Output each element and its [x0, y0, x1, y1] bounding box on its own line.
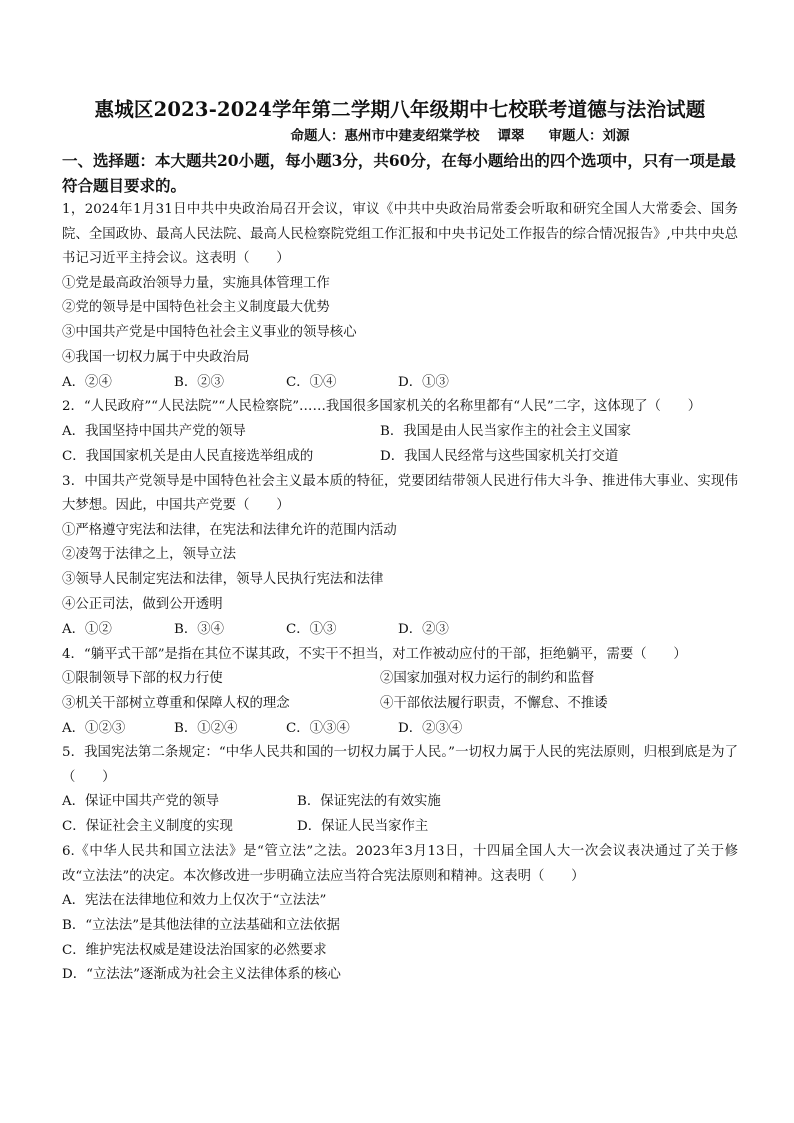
question-stem: 2．“人民政府”“人民法院”“人民检察院”……我国很多国家机关的名称里都有“人民”二字，这体现了（ ） — [62, 399, 702, 415]
option-a: A．宪法在法律地位和效力上仅次于“立法法” — [62, 893, 327, 909]
question-item: ②凌驾于法律之上，领导立法 — [62, 547, 237, 563]
answer-options — [62, 717, 738, 742]
question-item: ④我国一切权力属于中央政治局 — [62, 349, 250, 365]
question-6 — [62, 840, 738, 988]
option-d: D．①③ — [398, 374, 449, 390]
option-c: C．维护宪法权威是建设法治国家的必然要求 — [62, 942, 327, 958]
question-stem: 3．中国共产党领导是中国特色社会主义最本质的特征，党要团结带领人民进行伟大斗争、推进伟大事业、实现伟大梦想。因此，中国共产党要（ ） — [62, 473, 738, 514]
question-item: ①严格遵守宪法和法律，在宪法和法律允许的范围内活动 — [62, 522, 397, 538]
question-item: ②国家加强对权力运行的制约和监督 — [380, 671, 595, 687]
question-1 — [62, 198, 738, 395]
option-d: D．②③④ — [398, 720, 463, 736]
answer-options-row-2 — [62, 815, 738, 840]
setter-name: 谭翠 — [497, 128, 525, 144]
exam-title: 惠城区2023-2024学年第二学期八年级期中七校联考道德与法治试题 — [94, 98, 706, 121]
option-c: C．①③ — [286, 621, 337, 637]
option-b: B．“立法法”是其他法律的立法基础和立法依据 — [62, 917, 340, 933]
option-d: D．②③ — [398, 621, 449, 637]
option-d: D．我国人民经常与这些国家机关打交道 — [380, 448, 619, 464]
option-a: A．保证中国共产党的领导 — [62, 794, 219, 810]
question-stem: 1，2024年1月31日中共中央政治局召开会议，审议《中共中央政治局常委会听取和研究全国人大常委会、国务院、全国政协、最高人民法院、最高人民检察院党组工作汇报和中央书记处工作报告的综合情况报告》,中共中央总书记习近平主持会议。这表明（ ） — [62, 202, 738, 266]
option-b: B．保证宪法的有效实施 — [297, 794, 441, 810]
answer-options-row-1 — [62, 790, 738, 815]
question-stem: 5．我国宪法第二条规定：“中华人民共和国的一切权力属于人民。”一切权力属于人民的宪法原则，归根到底是为了（ ） — [62, 745, 738, 785]
question-item: ④干部依法履行职责，不懈怠、不推诿 — [380, 695, 608, 711]
option-c: C．①③④ — [286, 720, 350, 736]
answer-options-row-2 — [62, 445, 738, 470]
authors-line — [182, 126, 738, 146]
question-stem: 4．“躺平式干部”是指在其位不谋其政，不实干不担当，对工作被动应付的干部，拒绝躺平，需要（ ） — [62, 646, 687, 662]
setter-label: 命题人：惠州市中建麦绍棠学校 — [290, 128, 480, 144]
question-stem: 6.《中华人民共和国立法法》是“管立法”之法。2023年3月13日，十四届全国人大一次会议表决通过了关于修改“立法法”的决定。本次修改进一步明确立法应当符合宪法原则和精神。这表明（ ） — [62, 844, 738, 884]
question-item: ②党的领导是中国特色社会主义制度最大优势 — [62, 300, 330, 316]
option-a: A．②④ — [62, 374, 112, 390]
answer-options-row-1 — [62, 420, 738, 445]
question-item: ①限制领导下部的权力行使 — [62, 671, 223, 687]
question-5 — [62, 741, 738, 840]
answer-options — [62, 618, 738, 643]
option-b: B．③④ — [174, 621, 225, 637]
option-a: A．我国坚持中国共产党的领导 — [62, 423, 246, 439]
question-3 — [62, 470, 738, 643]
question-item: ④公正司法，做到公开透明 — [62, 596, 223, 612]
section-heading: 一、选择题：本大题共20小题，每小题3分，共60分，在每小题给出的四个选项中，只有一项是最符合题目要求的。 — [62, 151, 736, 195]
question-item: ①党是最高政治领导力量，实施具体管理工作 — [62, 275, 330, 291]
question-item: ③中国共产党是中国特色社会主义事业的领导核心 — [62, 325, 357, 341]
question-2 — [62, 395, 738, 469]
question-item: ③领导人民制定宪法和法律，领导人民执行宪法和法律 — [62, 572, 384, 588]
option-d: D．“立法法”逐渐成为社会主义法律体系的核心 — [62, 967, 341, 983]
option-b: B．我国是由人民当家作主的社会主义国家 — [380, 423, 631, 439]
reviewer-label: 审题人：刘源 — [548, 128, 630, 144]
option-b: B．②③ — [174, 374, 225, 390]
question-items-row-1 — [62, 667, 738, 692]
option-d: D．保证人民当家作主 — [297, 819, 429, 835]
option-c: C．我国国家机关是由人民直接选举组成的 — [62, 448, 314, 464]
question-item: ③机关干部树立尊重和保障人权的理念 — [62, 695, 290, 711]
option-c: C．①④ — [286, 374, 337, 390]
question-4 — [62, 643, 738, 742]
answer-options — [62, 371, 738, 396]
option-c: C．保证社会主义制度的实现 — [62, 819, 233, 835]
question-items-row-2 — [62, 692, 738, 717]
option-a: A．①②③ — [62, 720, 126, 736]
option-b: B．①②④ — [174, 720, 238, 736]
option-a: A．①② — [62, 621, 112, 637]
